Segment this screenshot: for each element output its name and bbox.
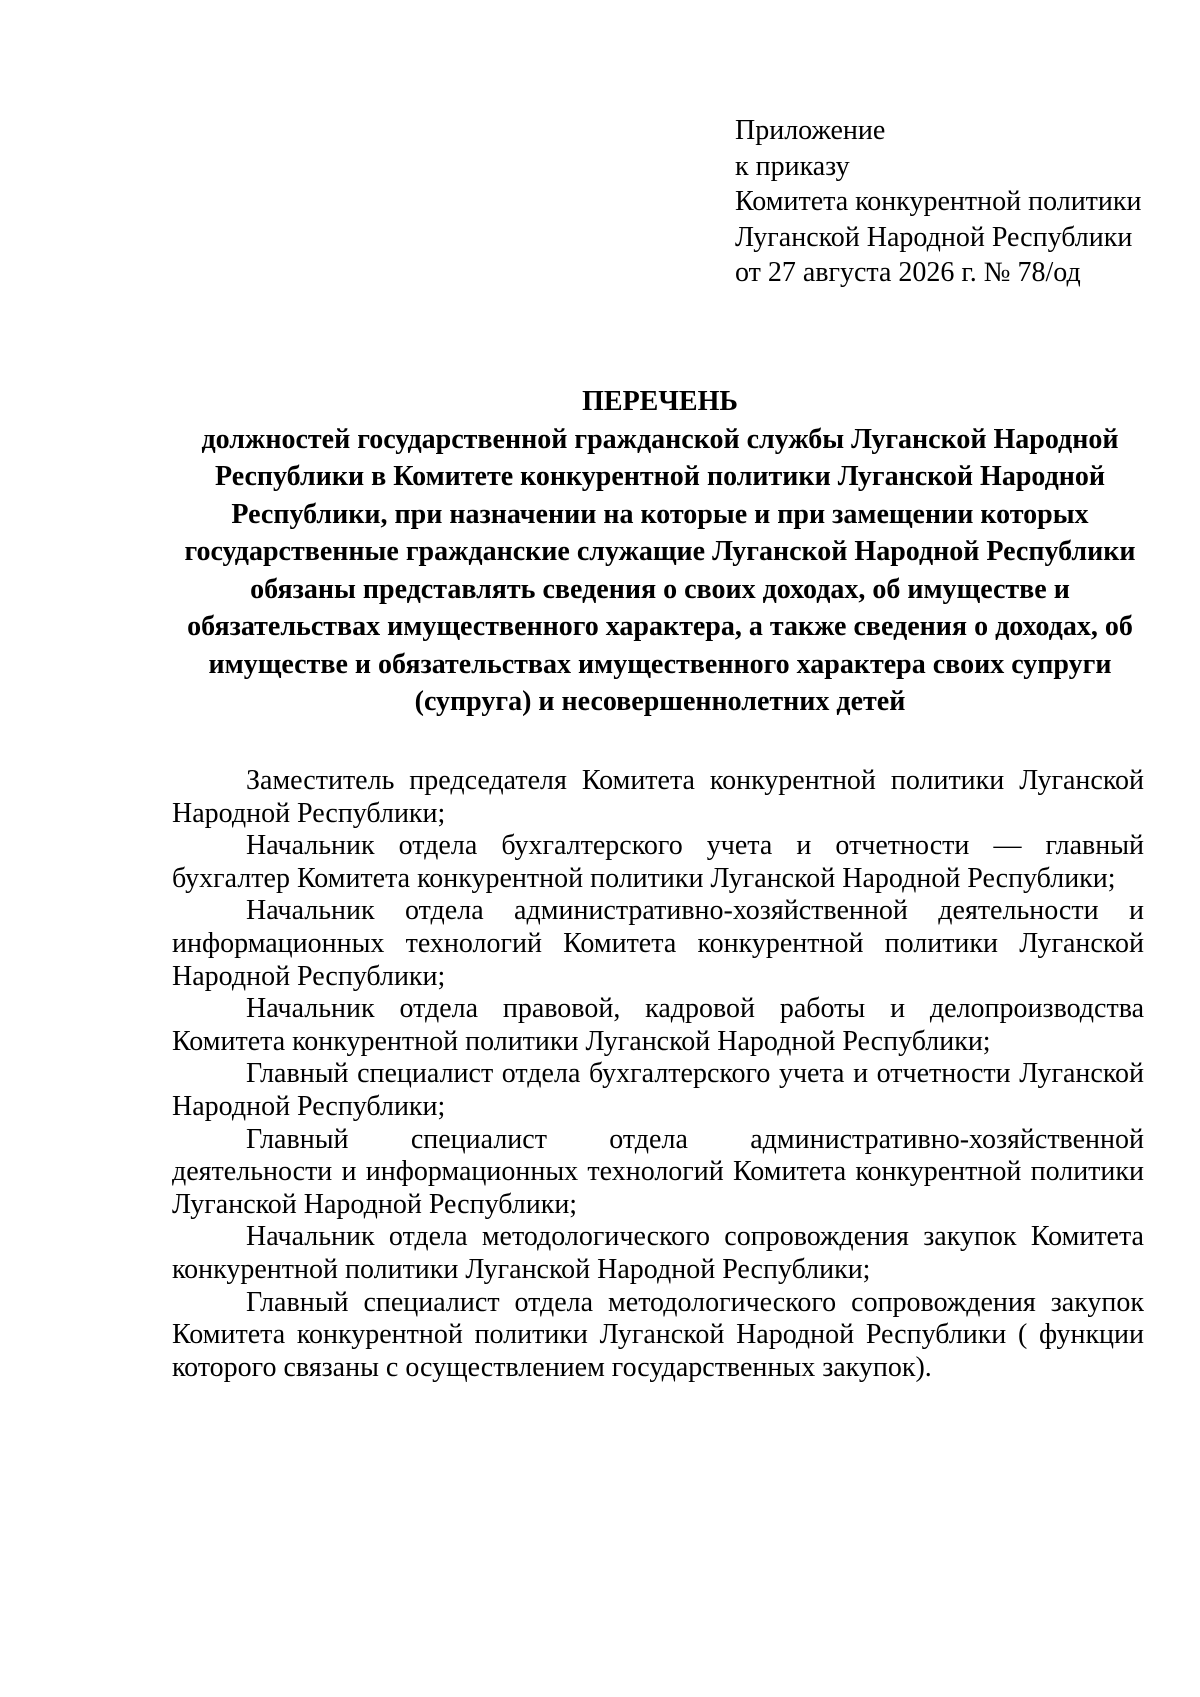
positions-list [172, 765, 1144, 1384]
position-item: Заместитель председателя Комитета конкурентной политики Луганской Народной Республики; [172, 765, 1144, 829]
position-item: Начальник отдела бухгалтерского учета и отчетности — главный бухгалтер Комитета конкурентной политики Луганской Народной Республики; [172, 830, 1144, 894]
appendix-line-4: Луганской Народной Республики [735, 221, 1133, 253]
position-item: Главный специалист отдела бухгалтерского учета и отчетности Луганской Народной Республики; [172, 1058, 1144, 1122]
appendix-line-1: Приложение [735, 115, 886, 146]
position-item: Начальник отдела правовой, кадровой работы и делопроизводства Комитета конкурентной политики Луганской Народной Республики; [172, 993, 1144, 1057]
position-item: Начальник отдела методологического сопровождения закупок Комитета конкурентной политики Луганской Народной Республики; [172, 1221, 1144, 1285]
appendix-line-2: к приказу [735, 150, 850, 182]
position-item: Главный специалист отдела административно-хозяйственной деятельности и информационных технологий Комитета конкурентной политики Луганской Народной Республики; [172, 1123, 1144, 1220]
appendix-line-3: Комитета конкурентной политики [735, 186, 1142, 217]
document-heading [160, 383, 1160, 721]
position-item: Главный специалист отдела методологического сопровождения закупок Комитета конкурентной политики Луганской Народной Республики ( функции которого связаны с осуществлением государственных закупок). [172, 1286, 1144, 1383]
appendix-line-5: от 27 августа 2026 г. № 78/од [735, 257, 1081, 288]
document-title: ПЕРЕЧЕНЬ [582, 386, 738, 417]
position-item: Начальник отдела административно-хозяйственной деятельности и информационных технологий Комитета конкурентной политики Луганской Народной Республики; [172, 895, 1144, 992]
appendix-block [735, 113, 1175, 291]
document-subtitle: должностей государственной гражданской службы Луганской Народной Республики в Комитете конкурентной политики Луганской Народной Республики, при назначении на которые и при замещении которых государственные гражданские служащие Луганской Народной Республики обязаны представлять сведения о своих доходах, об имуществе и обязательствах имущественного характера, а также сведения о доходах, об имуществе и обязательствах имущественного характера своих супруги (супруга) и несовершеннолетних детей [184, 423, 1136, 717]
